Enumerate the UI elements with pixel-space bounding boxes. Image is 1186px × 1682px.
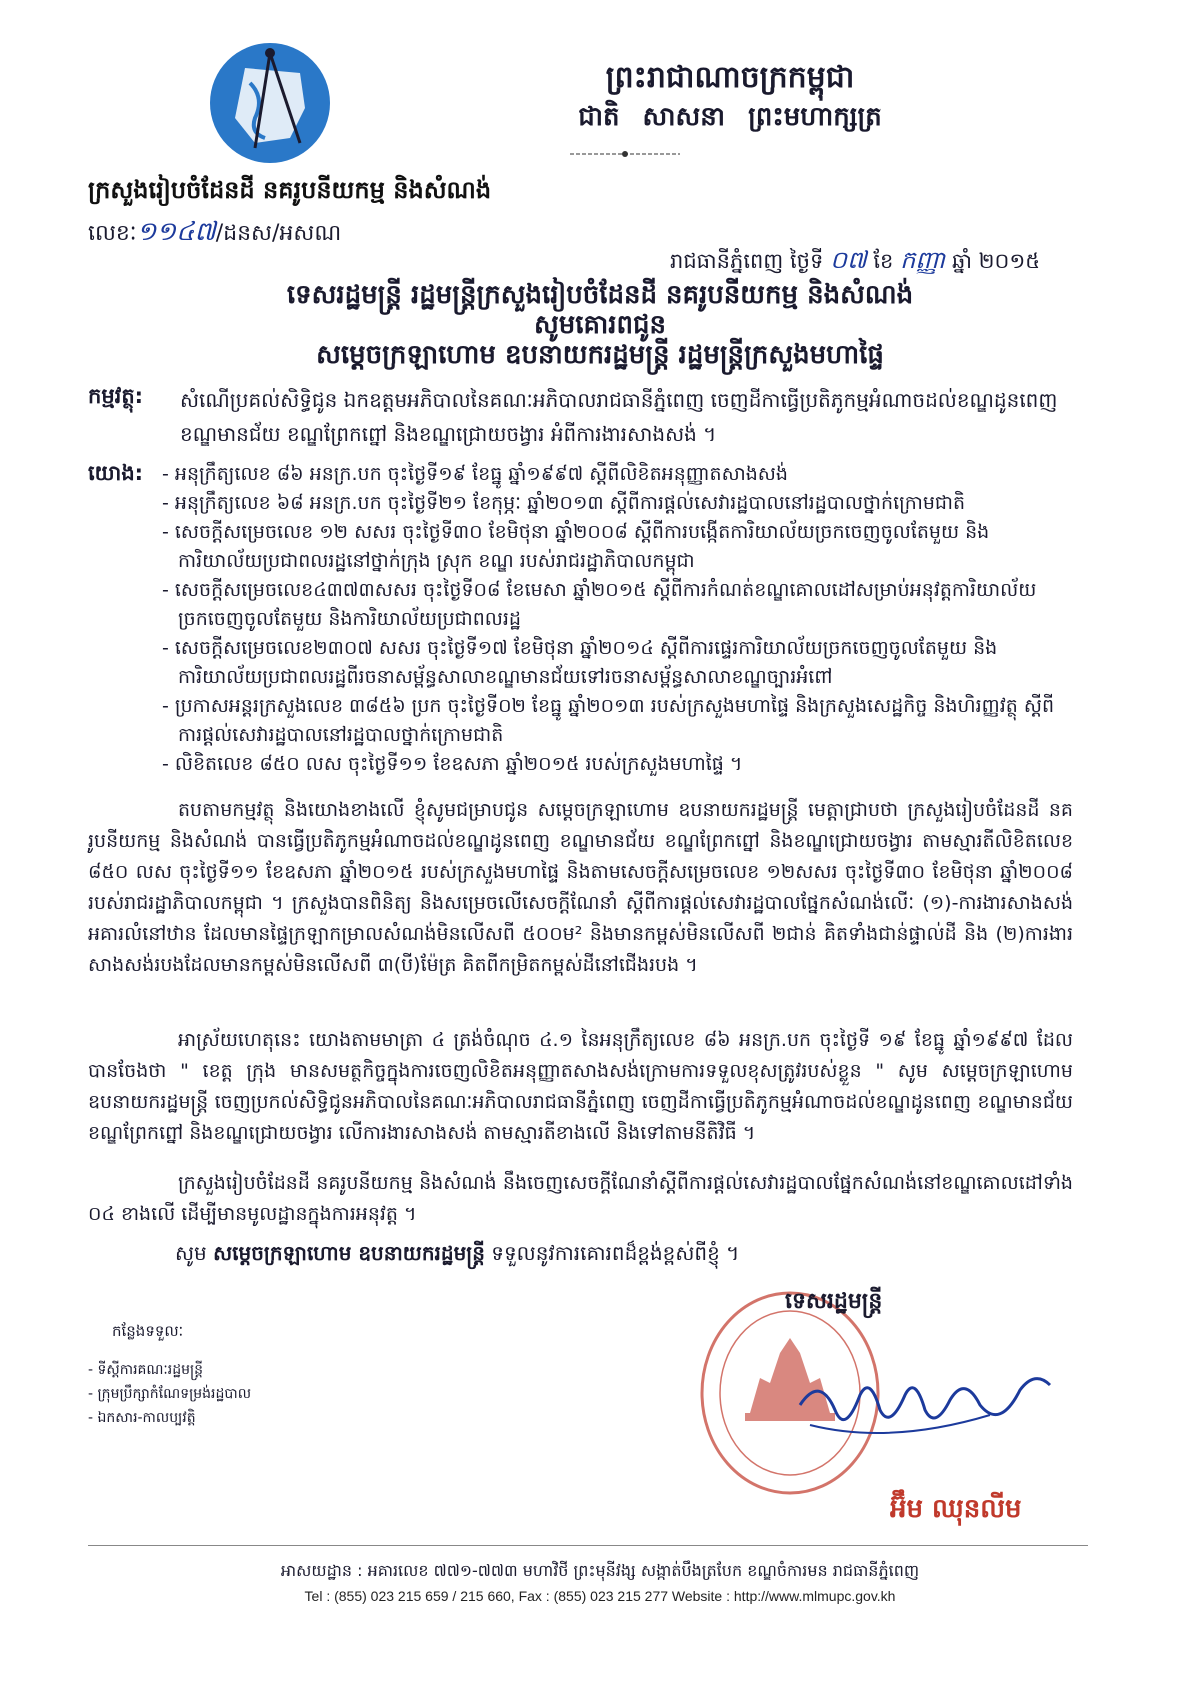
date-month-label: ខែ (873, 249, 894, 273)
title-sender: ទេសរដ្ឋមន្ត្រី រដ្ឋមន្ត្រីក្រសួងរៀបចំដែនដី នគរូបនីយកម្ម និងសំណង់ (286, 280, 914, 310)
document-date (670, 245, 1040, 280)
divider-ornament-icon (570, 148, 680, 160)
ministry-name: ក្រសួងរៀបចំដែនដី នគរូបនីយកម្ម និងសំណង់ (88, 176, 492, 204)
date-prefix: រាជធានីភ្នំពេញ ថ្ងៃទី (670, 249, 824, 273)
closing-prefix: សូម (175, 1241, 207, 1265)
ministry-logo-icon (205, 38, 335, 168)
body-paragraph-1 (88, 795, 1073, 981)
recipient-item: - ឯកសារ-កាលប្បវត្តិ (88, 1406, 251, 1430)
body-paragraph-2 (88, 1025, 1073, 1149)
reference-prefix: លេខៈ (88, 221, 137, 246)
recipients-list (88, 1358, 251, 1430)
recipient-item: - ទីស្តីការគណៈរដ្ឋមន្ត្រី (88, 1358, 251, 1382)
footer-address: អាសយដ្ឋាន : អគារលេខ ៧៧១-៧៧៣ មហាវិថី ព្រះមុនីវង្ស សង្កាត់បឹងត្របែក ខណ្ឌចំការមន រាជធានីភ្នំពេញ (280, 1561, 920, 1580)
reference-item: - សេចក្តីសម្រេចលេខ៤៣៧៣សសរ ចុះថ្ងៃទី០៨ ខែមេសា ឆ្នាំ២០១៥ ស្តីពីការកំណត់ខណ្ឌគោលដៅសម្រាប់អនុវត្តការិយាល័យច្រកចេញចូលតែមួយ និងការិយាល័យប្រជាពលរដ្ឋ (162, 576, 1062, 634)
reference-item: - អនុក្រឹត្យលេខ ៦៨ អនក្រ.បក ចុះថ្ងៃទី២១ ខែកុម្ភៈ ឆ្នាំ២០១៣ ស្តីពីការផ្តល់សេវារដ្ឋបាលនៅរដ្ឋបាលថ្នាក់ក្រោមជាតិ (162, 489, 1062, 518)
body-paragraph-3 (88, 1168, 1073, 1230)
paragraph-text: ក្រសួងរៀបចំដែនដី នគរូបនីយកម្ម និងសំណង់ នឹងចេញសេចក្តីណែនាំស្តីពីការផ្តល់សេវារដ្ឋបាលផ្នែកសំណង់នៅខណ្ឌគោលដៅទាំង ០៤ ខាងលើ ដើម្បីមានមូលដ្ឋានក្នុងការអនុវត្ត ។ (88, 1172, 1073, 1225)
national-motto: ជាតិ សាសនា ព្រះមហាក្សត្រ (578, 102, 882, 132)
references-label: យោង: (88, 461, 144, 485)
signer-title: ទេសរដ្ឋមន្ត្រី (785, 1289, 883, 1314)
reference-item: - អនុក្រឹត្យលេខ ៨៦ អនក្រ.បក ចុះថ្ងៃទី១៩ ខែធ្នូ ឆ្នាំ១៩៩៧ ស្តីពីលិខិតអនុញ្ញាតសាងសង់ (162, 460, 1062, 489)
footer-divider (88, 1545, 1088, 1546)
reference-item: - ប្រកាសអន្តរក្រសួងលេខ ៣៨៥៦ ប្រក ចុះថ្ងៃទី០២ ខែធ្នូ ឆ្នាំ២០១៣ របស់ក្រសួងមហាផ្ទៃ និងក្រសួងសេដ្ឋកិច្ច និងហិរញ្ញវត្ថុ ស្តីពីការផ្តល់សេវារដ្ឋបាលនៅរដ្ឋបាលថ្នាក់ក្រោមជាតិ (162, 692, 1062, 750)
title-addressee: សម្តេចក្រឡាហោម ឧបនាយករដ្ឋមន្ត្រី រដ្ឋមន្ត្រីក្រសួងមហាផ្ទៃ (316, 340, 884, 370)
closing-suffix: ទទួលនូវការគោរពដ៏ខ្ពង់ខ្ពស់ពីខ្ញុំ ។ (491, 1241, 740, 1265)
date-day: ០៧ (830, 246, 867, 274)
paragraph-text: តបតាមកម្មវត្ថុ និងយោងខាងលើ ខ្ញុំសូមជម្រាបជូន សម្តេចក្រឡាហោម ឧបនាយករដ្ឋមន្ត្រី មេត្តាជ្រាបថា ក្រសួងរៀបចំដែនដី នគរូបនីយកម្ម និងសំណង់ បានធ្វើប្រតិភូកម្មអំណាចដល់ខណ្ឌដូនពេញ ខណ្ឌមានជ័យ ខណ្ឌព្រែកព្នៅ និងខណ្ឌជ្រោយចង្វារ តាមស្មារតីលិខិតលេខ ៨៥០ លស ចុះថ្ងៃទី១១ ខែឧសភា ឆ្នាំ២០១៥ របស់ក្រសួងមហាផ្ទៃ និងតាមសេចក្តីសម្រេចលេខ ១២សសរ ចុះថ្ងៃទី៣០ ខែមិថុនា ឆ្នាំ២០០៨ របស់រាជរដ្ឋាភិបាលកម្ពុជា ។ ក្រសួងបានពិនិត្យ និងសម្រេចលើសេចក្តីណែនាំ ស្តីពីការផ្តល់សេវារដ្ឋបាលផ្នែកសំណង់លើៈ (១)-ការងារសាងសង់ អគារលំនៅឋាន ដែលមានផ្ទៃក្រឡាកម្រាលសំណង់មិនលើសពី ៥០០ម² និងមានកម្ពស់មិនលើសពី ២ជាន់ គិតទាំងជាន់ផ្ទាល់ដី និង (២)ការងារ សាងសង់របងដែលមានកម្ពស់មិនលើសពី ៣(បី)ម៉ែត្រ គិតពីកម្រិតកម្ពស់ដីនៅជើងរបង ។ (88, 799, 1073, 976)
recipients-label: កន្លែងទទួលៈ (112, 1322, 184, 1340)
date-year: ឆ្នាំ ២០១៥ (951, 249, 1041, 273)
reference-item: - សេចក្តីសម្រេចលេខ២៣០៧ សសរ ចុះថ្ងៃទី១៧ ខែមិថុនា ឆ្នាំ២០១៤ ស្តីពីការផ្ទេរការិយាល័យច្រកចេញចូលតែមួយ និងការិយាល័យប្រជាពលរដ្ឋពីរចនាសម្ព័ន្ធសាលាខណ្ឌមានជ័យទៅរចនាសម្ព័ន្ធសាលាខណ្ឌច្បារអំពៅ (162, 634, 1062, 692)
closing-addressee: សម្តេចក្រឡាហោម ឧបនាយករដ្ឋមន្ត្រី (213, 1241, 485, 1265)
reference-suffix: /ដនស/អសណ (215, 221, 342, 246)
footer-contact: Tel : (855) 023 215 659 / 215 660, Fax : (855) 023 215 277 Website : http://www.mlmupc.gov.kh (304, 1588, 896, 1604)
paragraph-text: អាស្រ័យហេតុនេះ យោងតាមមាត្រា ៤ ត្រង់ចំណុច ៤.១ នៃអនុក្រឹត្យលេខ ៨៦ អនក្រ.បក ចុះថ្ងៃទី ១៩ ខែធ្នូ ឆ្នាំ១៩៩៧ ដែលបានចែងថា " ខេត្ត ក្រុង មានសមត្ថកិច្ចក្នុងការចេញលិខិតអនុញ្ញាតសាងសង់ក្រោមការទទួលខុសត្រូវរបស់ខ្លួន " សូម សម្តេចក្រឡាហោម ឧបនាយករដ្ឋមន្ត្រី ចេញប្រកល់សិទ្ធិជូនអភិបាលនៃគណៈអភិបាលរាជធានីភ្នំពេញ ចេញដីកាធ្វើប្រតិភូកម្មអំណាចដល់ខណ្ឌដូនពេញ ខណ្ឌមានជ័យ ខណ្ឌព្រែកព្នៅ និងខណ្ឌជ្រោយចង្វារ លើការងារសាងសង់ តាមស្មារតីខាងលើ និងទៅតាមនីតិវិធី ។ (88, 1029, 1073, 1144)
reference-number (88, 215, 341, 253)
subject-text: សំណើប្រគល់សិទ្ធិជូន ឯកឧត្តមអភិបាលនៃគណៈអភិបាលរាជធានីភ្នំពេញ ចេញដីកាធ្វើប្រតិភូកម្មអំណាចដល់ខណ្ឌដូនពេញ ខណ្ឌមានជ័យ ខណ្ឌព្រែកព្នៅ និងខណ្ឌជ្រោយចង្វារ អំពីការងារសាងសង់ ។ (180, 388, 1058, 446)
date-month: កញ្ញា (900, 246, 946, 274)
reference-item: - លិខិតលេខ ៨៥០ លស ចុះថ្ងៃទី១១ ខែឧសភា ឆ្នាំ២០១៥ របស់ក្រសួងមហាផ្ទៃ ។ (162, 750, 1062, 779)
recipient-item: - ក្រុមប្រឹក្សាកំណែទម្រង់រដ្ឋបាល (88, 1382, 251, 1406)
reference-number-value: ១១៤៧ (136, 217, 216, 247)
kingdom-heading: ព្រះរាជាណាចក្រកម្ពុជា (605, 60, 855, 95)
signature-icon (790, 1315, 1090, 1515)
reference-item: - សេចក្តីសម្រេចលេខ ១២ សសរ ចុះថ្ងៃទី៣០ ខែមិថុនា ឆ្នាំ២០០៨ ស្តីពីការបង្កើតការិយាល័យច្រកចេញចូលតែមួយ និងការិយាល័យប្រជាពលរដ្ឋនៅថ្នាក់ក្រុង ស្រុក ខណ្ឌ របស់រាជរដ្ឋាភិបាលកម្ពុជា (162, 518, 1062, 576)
closing-request (175, 1240, 739, 1270)
title-respectfully: សូមគោរពជូន (533, 310, 667, 340)
subject-label: កម្មវត្ថុ: (88, 384, 144, 408)
references-list (162, 460, 1062, 779)
signer-name: អ៊ឹម ឈុនលីម (890, 1494, 1022, 1524)
